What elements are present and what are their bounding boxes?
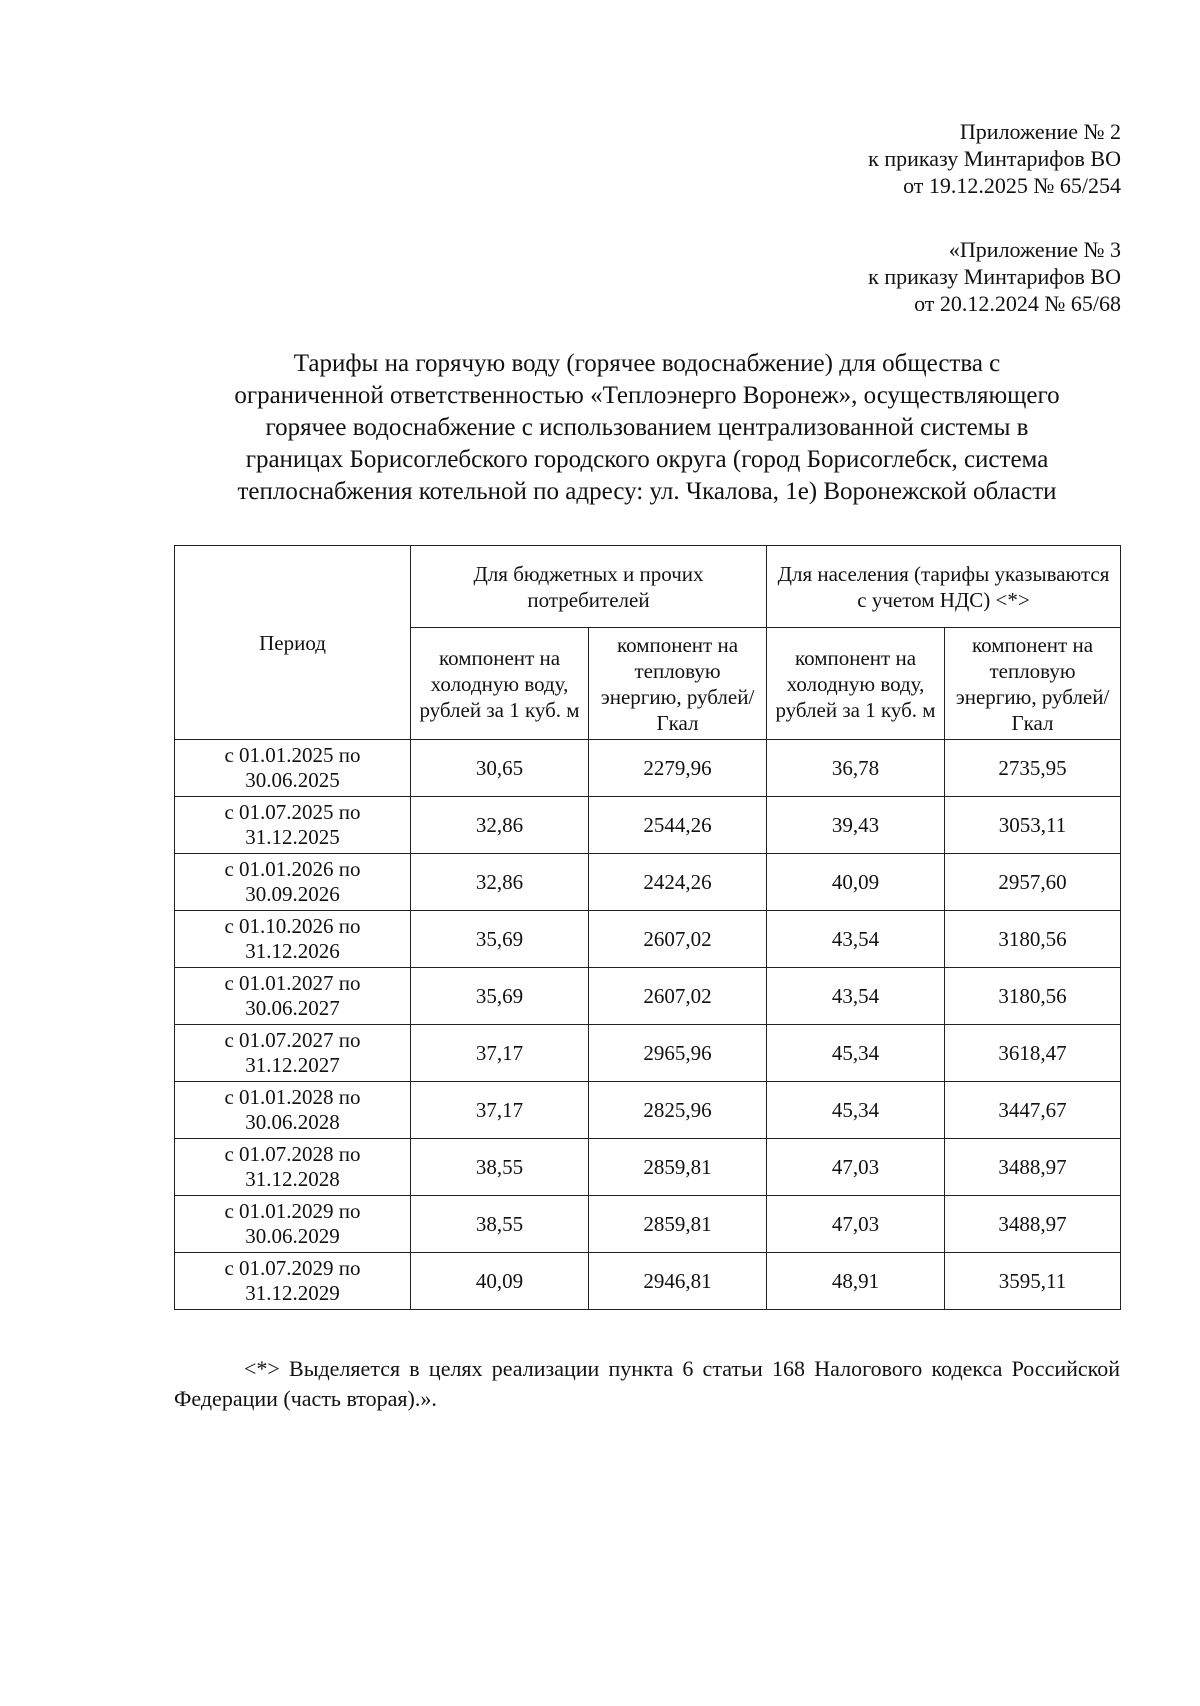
tariffs-table-body (175, 740, 1121, 1310)
population-heat-energy-value: 2957,60 (945, 854, 1121, 911)
period-start: с 01.07.2029 по (224, 1256, 361, 1280)
title-line-5: теплоснабжения котельной по адресу: ул. Чкалова, 1е) Воронежской области (237, 478, 1057, 505)
population-heat-energy-value: 3180,56 (945, 911, 1121, 968)
period-end: 30.06.2027 (245, 996, 340, 1020)
population-heat-energy-value: 3488,97 (945, 1196, 1121, 1253)
cold-water-value: 35,69 (411, 911, 589, 968)
cold-water-value: 37,17 (411, 1082, 589, 1139)
table-row (175, 1082, 1121, 1139)
table-row (175, 740, 1121, 797)
population-header: Для населения (тарифы указываются с учетом НДС) <*> (767, 546, 1121, 628)
heat-energy-value: 2946,81 (589, 1253, 767, 1310)
appendix-3-line-3: от 20.12.2024 № 65/68 (914, 291, 1121, 316)
cold-water-value: 38,55 (411, 1139, 589, 1196)
heat-energy-value: 2544,26 (589, 797, 767, 854)
heat-energy-value: 2825,96 (589, 1082, 767, 1139)
period-start: с 01.01.2028 по (224, 1085, 361, 1109)
heat-energy-value: 2279,96 (589, 740, 767, 797)
cold-water-value: 32,86 (411, 797, 589, 854)
period-cell (175, 968, 411, 1025)
appendix-2-line-1: Приложение № 2 (959, 119, 1121, 144)
population-heat-energy-value: 3595,11 (945, 1253, 1121, 1310)
period-cell (175, 911, 411, 968)
heat-energy-value: 2607,02 (589, 911, 767, 968)
period-end: 30.06.2029 (245, 1224, 340, 1248)
period-cell (175, 1253, 411, 1310)
appendix-3-line-2: к приказу Минтарифов ВО (868, 264, 1121, 289)
period-start: с 01.07.2028 по (224, 1142, 361, 1166)
heat-energy-value: 2859,81 (589, 1139, 767, 1196)
appendix-3-line-1: «Приложение № 3 (948, 237, 1121, 262)
period-cell (175, 1025, 411, 1082)
heat-energy-value: 2859,81 (589, 1196, 767, 1253)
population-heat-energy-value: 2735,95 (945, 740, 1121, 797)
table-row (175, 1139, 1121, 1196)
cold-water-component-header: компонент на холодную воду, рублей за 1 куб. м (411, 628, 589, 740)
period-start: с 01.10.2026 по (224, 914, 361, 938)
appendix-3-header (868, 236, 1121, 317)
heat-energy-value: 2607,02 (589, 968, 767, 1025)
population-cold-water-value: 48,91 (767, 1253, 945, 1310)
population-heat-energy-component-header: компонент на тепловую энергию, рублей/Гкал (945, 628, 1121, 740)
tariffs-table (174, 545, 1121, 1310)
cold-water-value: 37,17 (411, 1025, 589, 1082)
title-line-2: ограниченной ответственностью «Теплоэнерго Воронеж», осуществляющего (234, 382, 1060, 409)
period-end: 31.12.2026 (245, 939, 340, 963)
period-cell (175, 740, 411, 797)
population-cold-water-value: 43,54 (767, 968, 945, 1025)
table-row (175, 1025, 1121, 1082)
period-start: с 01.01.2025 по (224, 743, 361, 767)
cold-water-value: 35,69 (411, 968, 589, 1025)
population-heat-energy-value: 3618,47 (945, 1025, 1121, 1082)
population-cold-water-value: 47,03 (767, 1196, 945, 1253)
population-cold-water-component-header: компонент на холодную воду, рублей за 1 куб. м (767, 628, 945, 740)
period-end: 31.12.2025 (245, 825, 340, 849)
population-heat-energy-value: 3180,56 (945, 968, 1121, 1025)
document-title (172, 348, 1122, 508)
period-end: 31.12.2027 (245, 1053, 340, 1077)
period-end: 30.06.2025 (245, 768, 340, 792)
period-cell (175, 1082, 411, 1139)
cold-water-value: 38,55 (411, 1196, 589, 1253)
population-cold-water-value: 47,03 (767, 1139, 945, 1196)
period-start: с 01.01.2027 по (224, 971, 361, 995)
period-cell (175, 854, 411, 911)
population-cold-water-value: 36,78 (767, 740, 945, 797)
heat-energy-component-header: компонент на тепловую энергию, рублей/Гкал (589, 628, 767, 740)
appendix-2-line-2: к приказу Минтарифов ВО (868, 146, 1121, 171)
period-start: с 01.07.2027 по (224, 1028, 361, 1052)
cold-water-value: 32,86 (411, 854, 589, 911)
appendix-2-line-3: от 19.12.2025 № 65/254 (903, 173, 1121, 198)
title-line-1: Тарифы на горячую воду (горячее водоснабжение) для общества с (293, 350, 1001, 377)
table-row (175, 1253, 1121, 1310)
heat-energy-value: 2424,26 (589, 854, 767, 911)
period-header: Период (175, 546, 411, 740)
cold-water-value: 40,09 (411, 1253, 589, 1310)
table-row (175, 911, 1121, 968)
table-row (175, 1196, 1121, 1253)
period-cell (175, 1196, 411, 1253)
budget-consumers-header: Для бюджетных и прочих потребителей (411, 546, 767, 628)
heat-energy-value: 2965,96 (589, 1025, 767, 1082)
appendix-2-header (868, 118, 1121, 199)
period-end: 31.12.2028 (245, 1167, 340, 1191)
table-row (175, 797, 1121, 854)
period-end: 31.12.2029 (245, 1281, 340, 1305)
table-row (175, 854, 1121, 911)
population-cold-water-value: 43,54 (767, 911, 945, 968)
period-start: с 01.01.2026 по (224, 857, 361, 881)
period-cell (175, 797, 411, 854)
population-cold-water-value: 39,43 (767, 797, 945, 854)
period-cell (175, 1139, 411, 1196)
table-row (175, 968, 1121, 1025)
population-heat-energy-value: 3053,11 (945, 797, 1121, 854)
population-cold-water-value: 40,09 (767, 854, 945, 911)
footnote: <*> Выделяется в целях реализации пункта 6 статьи 168 Налогового кодекса Российской Федерации (часть вторая).». (174, 1356, 1120, 1411)
period-end: 30.06.2028 (245, 1110, 340, 1134)
population-heat-energy-value: 3488,97 (945, 1139, 1121, 1196)
period-end: 30.09.2026 (245, 882, 340, 906)
cold-water-value: 30,65 (411, 740, 589, 797)
title-line-4: границах Борисоглебского городского округа (город Борисоглебск, система (245, 446, 1049, 473)
period-start: с 01.07.2025 по (224, 800, 361, 824)
population-cold-water-value: 45,34 (767, 1082, 945, 1139)
population-cold-water-value: 45,34 (767, 1025, 945, 1082)
title-line-3: горячее водоснабжение с использованием централизованной системы в (265, 414, 1029, 441)
period-start: с 01.01.2029 по (224, 1199, 361, 1223)
population-heat-energy-value: 3447,67 (945, 1082, 1121, 1139)
